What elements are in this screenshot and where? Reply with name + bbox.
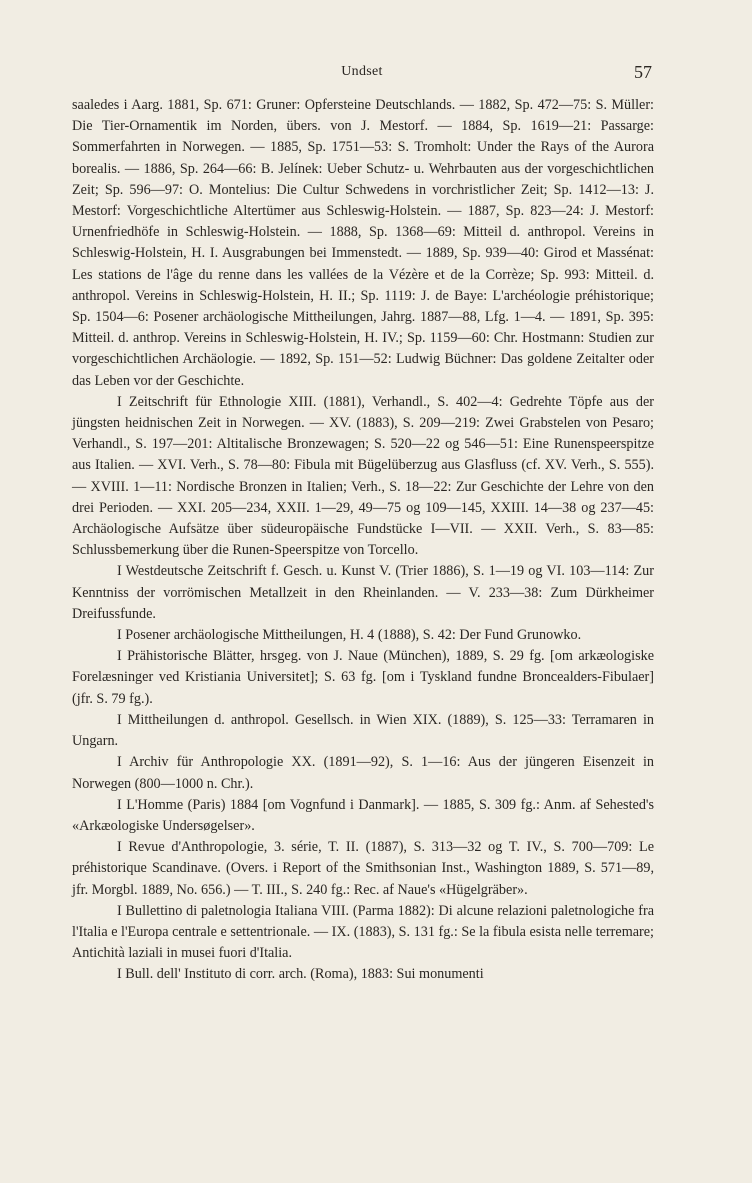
paragraph: saaledes i Aarg. 1881, Sp. 671: Gruner: Opfersteine Deutschlands. — 1882, Sp. 472—75: S. Müller: Die Tier-Ornamentik im Norden, übers. von J. Mestorf. — 1884, Sp. 1619—21: Passarge: Sommerfahrten in Norwegen. — 1885, Sp. 1751—53: S. Tromholt: Under the Rays of the Aurora borealis. — 1886, Sp. 264—66: B. Jelínek: Ueber Schutz- u. Wehrbauten aus der vorgeschichtlichen Zeit; Sp. 596—97: O. Montelius: Die Cultur Schwedens in vorchristlicher Zeit; Sp. 1412—13: J. Mestorf: Vorgeschichtliche Altertümer aus Schleswig-Holstein. — 1887, Sp. 823—24: J. Mestorf: Urnenfriedhöfe in Schleswig-Holstein. — 1888, Sp. 1368—69: Mitteil d. anthropol. Vereins in Schleswig-Holstein, H. I. Ausgrabungen bei Immenstedt. — 1889, Sp. 939—40: Girod et Massénat: Les stations de l'âge du renne dans les vallées de la Vézère et de la Corrèze; Sp. 993: Mitteil. d. anthropol. Vereins in Schleswig-Holstein, H. II.; Sp. 1119: J. de Baye: L'archéologie préhistorique; Sp. 1504—6: Posener archäologische Mittheilungen, Jahrg. 1887—88, Lfg. 1—4. — 1891, Sp. 395: Mitteil. d. anthrop. Vereins in Schleswig-Holstein, H. IV.; Sp. 1159—60: Chr. Hostmann: Studien zur vorgeschichtlichen Archäologie. — 1892, Sp. 151—52: Ludwig Büchner: Das goldene Zeitalter oder das Leben vor der Geschichte. xyxy=(72,97,654,389)
paragraph: I Bullettino di paletnologia Italiana VIII. (Parma 1882): Di alcune relazioni paletnologiche fra l'Italia e l'Europa centrale e settentrionale. — IX. (1883), S. 131 fg.: Se la fibula esista nelle terremare; Antichità laziali in musei fuori d'Italia. xyxy=(72,902,654,962)
paragraph: I Archiv für Anthropologie XX. (1891—92), S. 1—16: Aus der jüngeren Eisenzeit in Norwegen (800—1000 n. Chr.). xyxy=(72,754,654,792)
paragraph: I Westdeutsche Zeitschrift f. Gesch. u. Kunst V. (Trier 1886), S. 1—19 og VI. 103—114: Zur Kenntniss der vorrömischen Metallzeit in den Rheinlanden. — V. 233—38: Zum Dürkheimer Dreifussfunde. xyxy=(72,563,654,622)
paragraph: I Revue d'Anthropologie, 3. série, T. II. (1887), S. 313—32 og T. IV., S. 700—709: Le préhistorique Scandinave. (Overs. i Report of the Smithsonian Inst., Washington 1889, S. 571—89, jfr. Morgbl. 1889, No. 656.) — T. III., S. 240 fg.: Rec. af Naue's «Hügelgräber». xyxy=(72,839,654,898)
page-number: 57 xyxy=(634,62,652,82)
paragraph: I Zeitschrift für Ethnologie XIII. (1881), Verhandl., S. 402—4: Gedrehte Töpfe aus der jüngsten heidnischen Zeit in Norwegen. — XV. (1883), S. 209—219: Zwei Grabstelen von Pesaro; Verhandl., S. 197—201: Altitalische Bronzewagen; S. 520—22 og 546—51: Eine Runenspeerspitze aus Italien. — XVI. Verh., S. 78—80: Fibula mit Bügelüberzug aus Glasfluss (cf. XV. Verh., S. 555). — XVIII. 1—11: Nordische Bronzen in Italien; Verh., S. 18—22: Zur Geschichte der Lehre von den drei Perioden. — XXI. 205—234, XXII. 1—29, 49—75 og 109—145, XXIII. 14—38 og 237—45: Archäologische Aufsätze über südeuropäische Fundstücke I—VII. — XXII. Verh., S. 83—85: Schlussbemerkung über die Runen-Speerspitze von Torcello. xyxy=(72,393,654,559)
paragraph: I L'Homme (Paris) 1884 [om Vognfund i Danmark]. — 1885, S. 309 fg.: Anm. af Sehested's «Arkæologiske Undersøgelser». xyxy=(72,796,654,834)
running-title: Undset xyxy=(341,64,383,79)
paragraph: I Mittheilungen d. anthropol. Gesellsch. in Wien XIX. (1889), S. 125—33: Terramaren in Ungarn. xyxy=(72,711,654,750)
paragraph: I Prähistorische Blätter, hrsgeg. von J. Naue (München), 1889, S. 29 fg. [om arkæologiske Forelæsninger ved Kristiania Universitet]; S. 63 fg. [om i Tyskland fundne Broncealders-Fibulaer] (jfr. S. 79 fg.). xyxy=(72,648,654,707)
body-text xyxy=(72,95,654,986)
page-header xyxy=(72,62,652,86)
paragraph: I Posener archäologische Mittheilungen, H. 4 (1888), S. 42: Der Fund Grunowko. xyxy=(117,627,582,644)
paragraph: I Bull. dell' Instituto di corr. arch. (Roma), 1883: Sui monumenti xyxy=(117,966,484,983)
